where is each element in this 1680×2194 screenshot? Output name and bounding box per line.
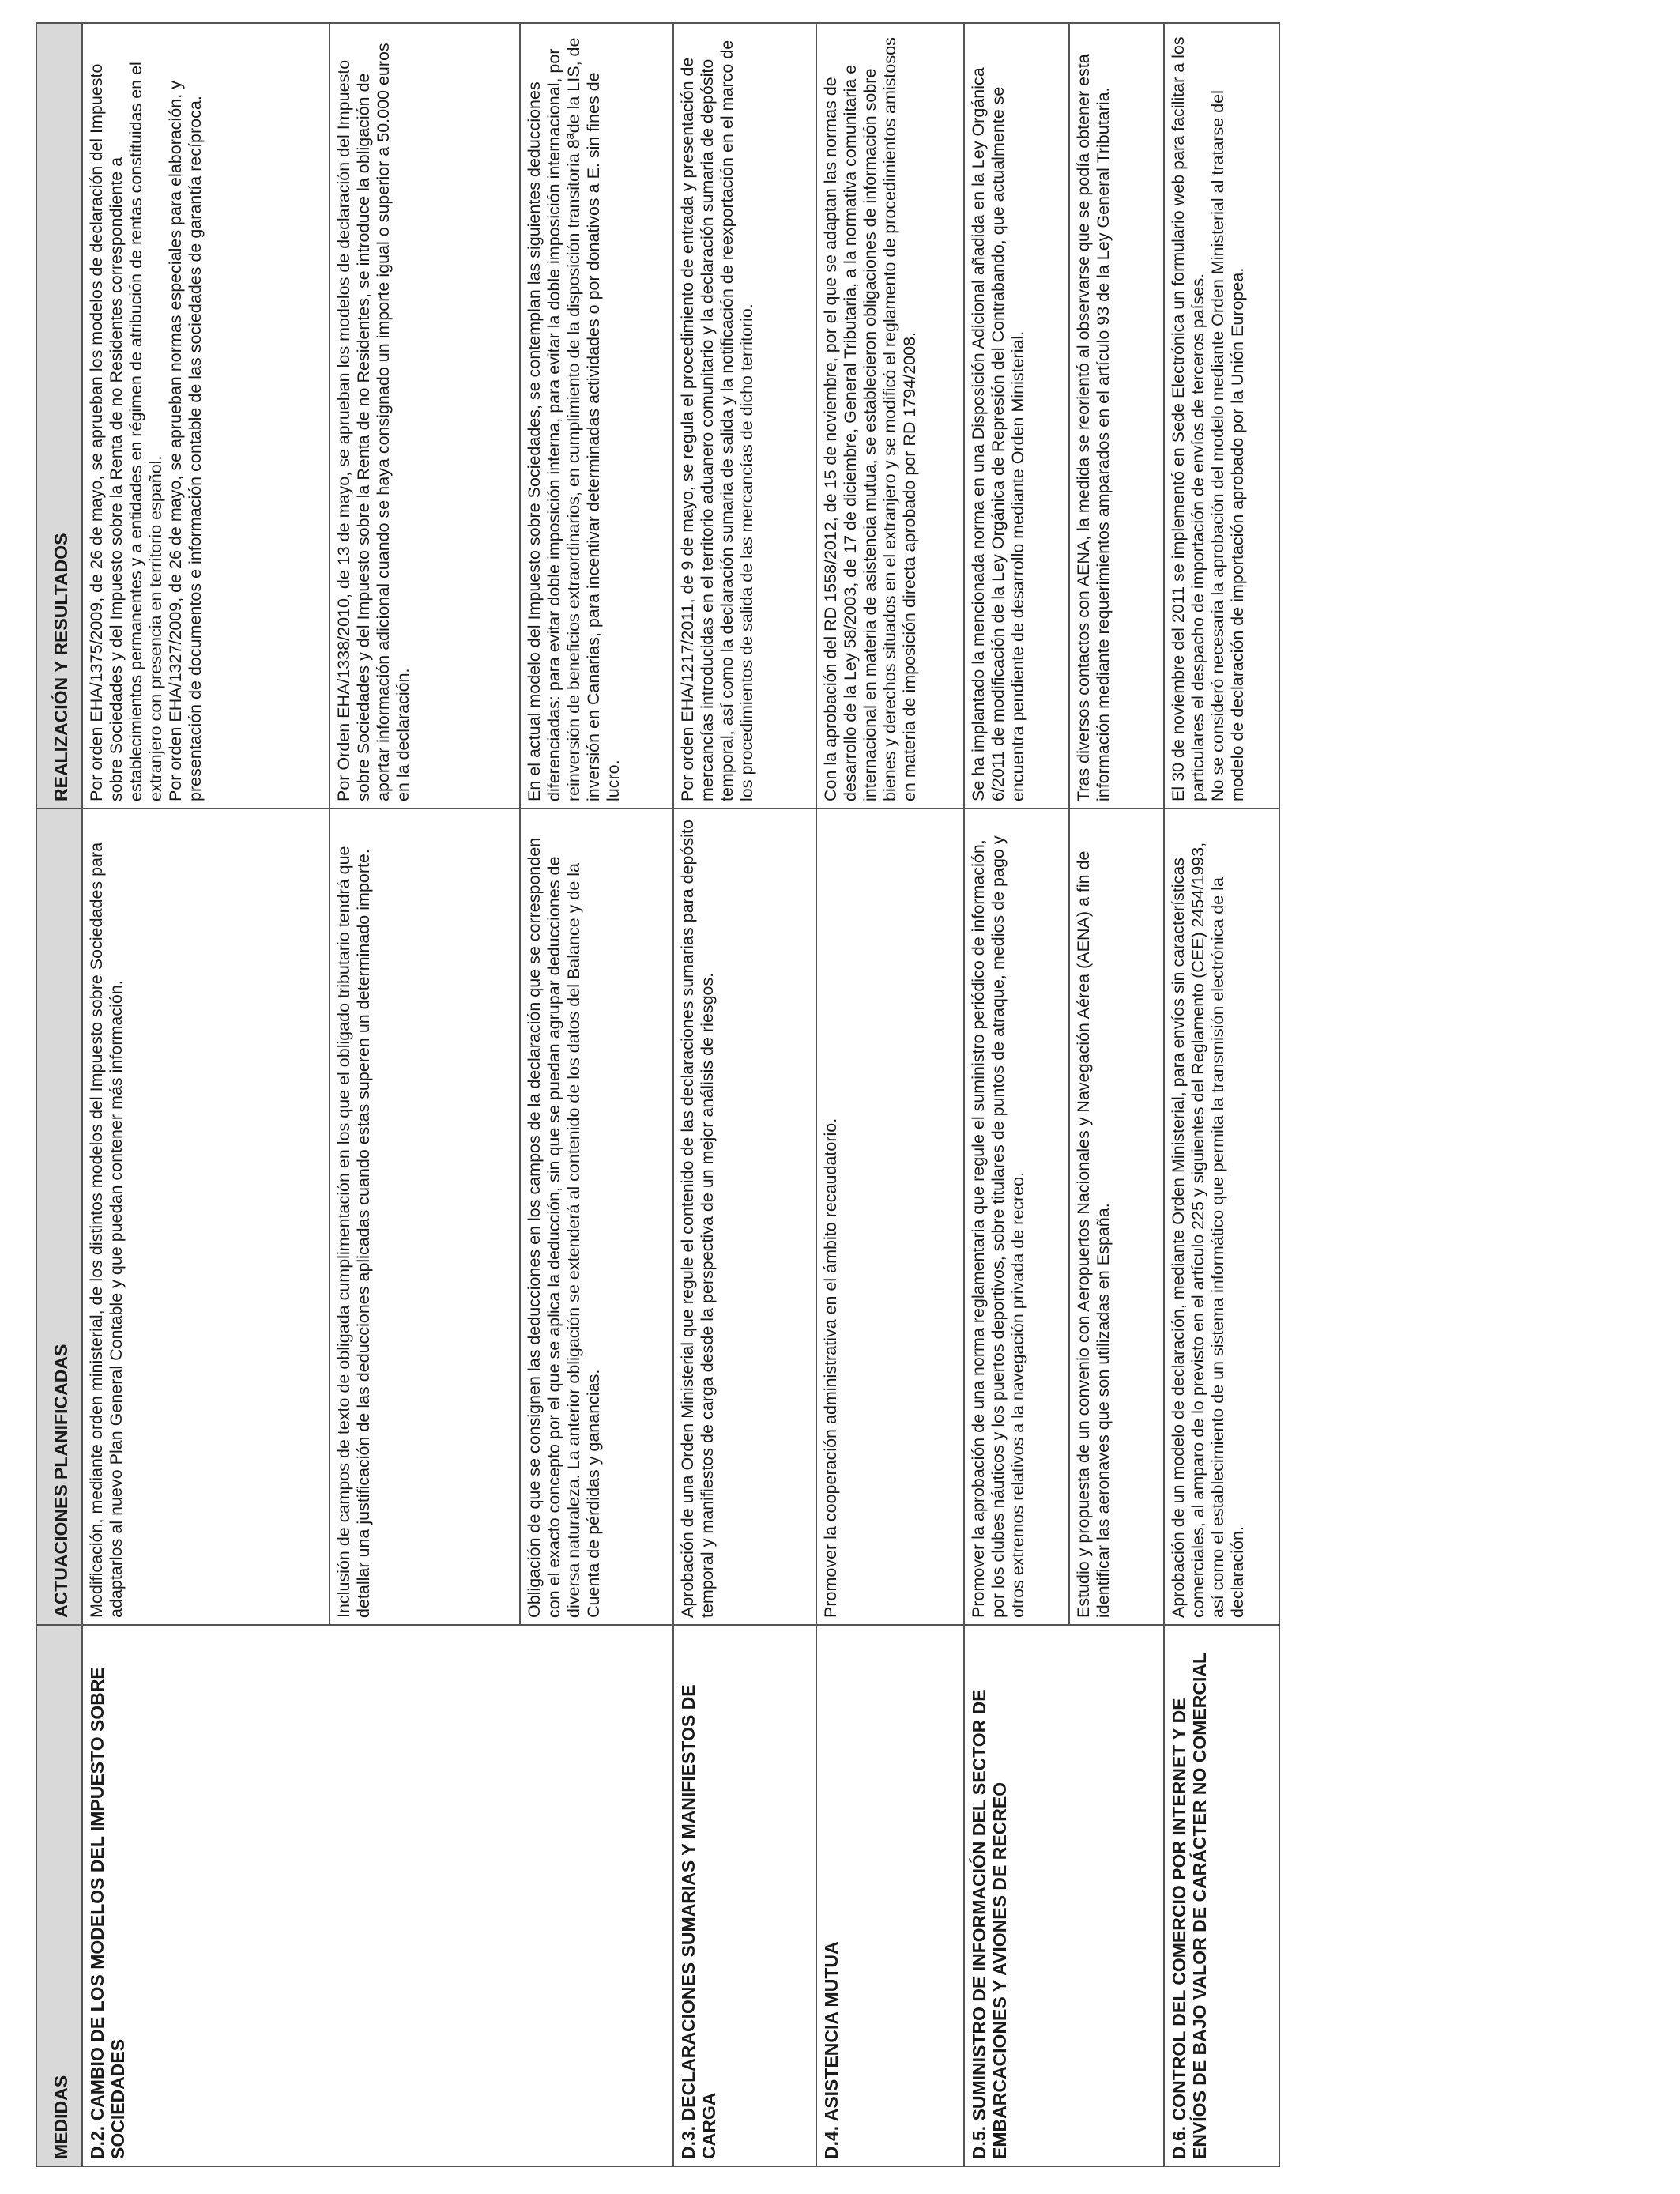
actuacion-cell: Estudio y propuesta de un convenio con Aeropuertos Nacionales y Navegación Aérea (AENA) a fin de identificar las aeronaves que son utilizadas en España. xyxy=(1069,809,1164,1625)
realizacion-paragraph: En el actual modelo del Impuesto sobre Sociedades, se contemplan las siguientes deducciones diferenciadas: para evitar doble imposición interna, para evitar la doble imposición internacional, por reinversión de beneficios extraordinarios, en cumplimiento de la disposición transitoria 8ªde la LIS, de inversión en Canarias, para incentivar determinadas actividades o por donativos a E. sin fines de lucro. xyxy=(525,37,623,801)
header-medidas: MEDIDAS xyxy=(36,1625,82,2166)
realizacion-paragraph: Por Orden EHA/1338/2010, de 13 de mayo, se aprueban los modelos de declaración del Impuesto sobre Sociedades y del Impuesto sobre la Renta de no Residentes, se introduce la obligación de aportar información adicional cuando se haya consignado un importe igual o superior a 50.000 euros en la declaración. xyxy=(334,43,412,801)
measures-table xyxy=(36,22,1280,2167)
realizacion-paragraph: Tras diversos contactos con AENA, la medida se reorientó al observarse que se podía obtener esta información mediante requerimientos amparados en el artículo 93 de la Ley General Tributaria. xyxy=(1074,54,1113,801)
actuacion-cell: Aprobación de una Orden Ministerial que regule el contenido de las declaraciones sumarias para depósito temporal y manifiestos de carga desde la perspectiva de un mejor análisis de riesgos. xyxy=(673,809,816,1625)
realizacion-paragraph: Con la aprobación del RD 1558/2012, de 15 de noviembre, por el que se adaptan las normas de desarrollo de la Ley 58/2003, de 17 de diciembre, General Tributaria, a la normativa comunitaria e internacional en materia de asistencia mutua, se establecieron obligaciones de información sobre bienes y derechos situados en el extranjero y se modificó el reglamento de procedimientos amistosos en materia de imposición directa aprobado por RD 1794/2008. xyxy=(821,37,919,801)
actuacion-cell: Aprobación de un modelo de declaración, mediante Orden Ministerial, para envíos sin características comerciales, al amparo de lo previsto en el artículo 225 y siguientes del Reglamento (CEE) 2454/1993, así como el establecimiento de un sistema informático que permita la transmisión electrónica de la declaración. xyxy=(1164,809,1279,1625)
realizacion-cell xyxy=(1164,23,1279,809)
medida-cell: D.3. DECLARACIONES SUMARIAS Y MANIFIESTOS DE CARGA xyxy=(673,1625,816,2166)
table-row xyxy=(82,23,330,2166)
medida-cell: D.4. ASISTENCIA MUTUA xyxy=(816,1625,964,2166)
actuacion-cell: Promover la aprobación de una norma reglamentaria que regule el suministro periódico de información, por los clubes náuticos y los puertos deportivos, sobre titulares de puntos de atraque, medios de pago y otros extremos relativos a la navegación privada de recreo. xyxy=(964,809,1069,1625)
realizacion-cell xyxy=(520,23,673,809)
realizacion-cell xyxy=(964,23,1069,809)
realizacion-paragraph: Se ha implantado la mencionada norma en una Disposición Adicional añadida en la Ley Orgánica 6/2011 de modificación de la Ley Orgánica de Represión del Contrabando, que actualmente se encuentra pendiente de desarrollo mediante Orden Ministerial. xyxy=(969,67,1027,801)
realizacion-cell xyxy=(330,23,520,809)
medida-cell: D.5. SUMINISTRO DE INFORMACIÓN DEL SECTOR DE EMBARCACIONES Y AVIONES DE RECREO xyxy=(964,1625,1164,2166)
table-row xyxy=(673,23,816,2166)
realizacion-paragraph: Por orden EHA/1327/2009, de 26 de mayo, se aprueban normas especiales para elaboración, y presentación de documentos e información contable de las sociedades de garantía recíproca. xyxy=(165,81,205,801)
actuacion-cell: Inclusión de campos de texto de obligada cumplimentación en los que el obligado tributario tendrá que detallar una justificación de las deducciones aplicadas cuando estas superen un determinado importe. xyxy=(330,809,520,1625)
actuacion-cell: Modificación, mediante orden ministerial, de los distintos modelos del Impuesto sobre Sociedades para adaptarlos al nuevo Plan General Contable y que puedan contener más información. xyxy=(82,809,330,1625)
realizacion-cell xyxy=(673,23,816,809)
realizacion-cell xyxy=(82,23,330,809)
table-row xyxy=(1164,23,1279,2166)
medida-cell: D.2. CAMBIO DE LOS MODELOS DEL IMPUESTO SOBRE SOCIEDADES xyxy=(82,1625,673,2166)
header-realizacion: REALIZACIÓN Y RESULTADOS xyxy=(36,23,82,809)
table-header-row xyxy=(36,23,82,2166)
realizacion-paragraph: Por orden EHA/1217/2011, de 9 de mayo, se regula el procedimiento de entrada y presentación de mercancías introducidas en el territorio aduanero comunitario y la declaración sumaria de depósito temporal, así como la declaración sumaria de salida y la notificación de reexportación en el marco de los procedimientos de salida de las mercancías de dicho territorio. xyxy=(678,40,756,801)
realizacion-cell xyxy=(816,23,964,809)
rotated-page xyxy=(36,24,1280,2167)
actuacion-cell: Promover la cooperación administrativa en el ámbito recaudatorio. xyxy=(816,809,964,1625)
table-row xyxy=(816,23,964,2166)
medida-cell: D.6. CONTROL DEL COMERCIO POR INTERNET Y DE ENVÍOS DE BAJO VALOR DE CARÁCTER NO COMERCIAL xyxy=(1164,1625,1279,2166)
realizacion-paragraph: No se consideró necesaria la aprobación del modelo mediante Orden Ministerial al tratarse del modelo de declaración de importación aprobado por la Unión Europea. xyxy=(1207,90,1247,801)
realizacion-cell xyxy=(1069,23,1164,809)
realizacion-paragraph: El 30 de noviembre del 2011 se implementó en Sede Electrónica un formulario web para facilitar a los particulares el despacho de importación de envíos de terceros países. xyxy=(1169,36,1207,801)
header-actuaciones: ACTUACIONES PLANIFICADAS xyxy=(36,809,82,1625)
realizacion-paragraph: Por orden EHA/1375/2009, de 26 de mayo, se aprueban los modelos de declaración del Impuesto sobre Sociedades y del Impuesto sobre la Renta de no Residentes correspondiente a establecimientos permanentes y a entidades en régimen de atribución de rentas constituidas en el extranjero con presencia en territorio español. xyxy=(87,62,165,801)
table-row xyxy=(964,23,1069,2166)
actuacion-cell: Obligación de que se consignen las deducciones en los campos de la declaración que se corresponden con el exacto concepto por el que se aplica la deducción, sin que se puedan agrupar deducciones de diversa naturaleza. La anterior obligación se extenderá al contenido de los datos del Balance y de la Cuenta de pérdidas y ganancias. xyxy=(520,809,673,1625)
